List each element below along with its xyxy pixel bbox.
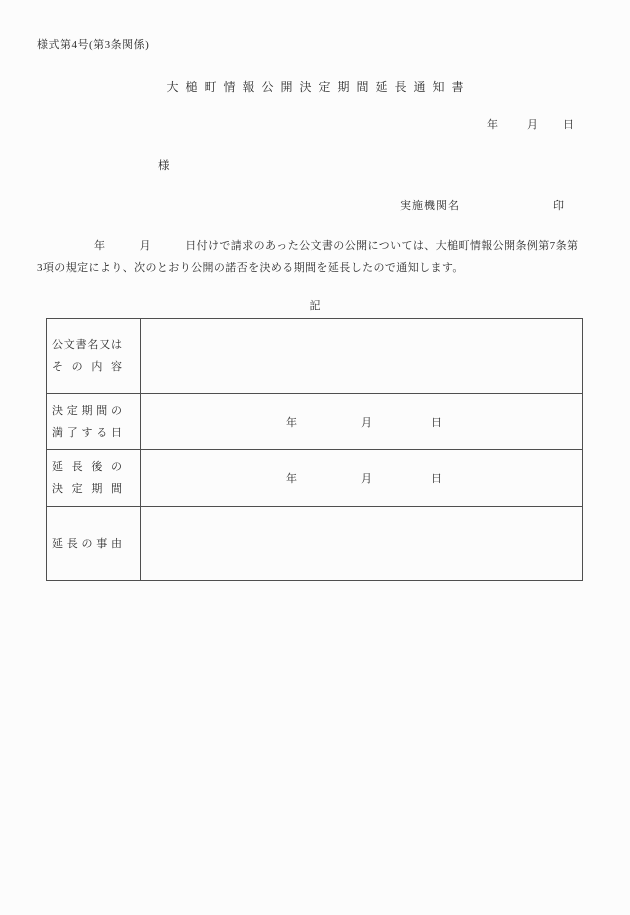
- table-row-expiry-date: [47, 393, 582, 449]
- extended-year-label: 年: [286, 473, 297, 485]
- details-table: [46, 318, 583, 581]
- issue-date-year-label: 年: [487, 119, 498, 131]
- extended-day-label: 日: [431, 473, 442, 485]
- expiry-day-label: 日: [431, 416, 442, 429]
- row-value-expiry-date: [141, 394, 582, 449]
- row-label-line: 公文書名又は: [52, 339, 122, 351]
- document-title: 大槌町情報公開決定期間延長通知書: [166, 80, 471, 94]
- table-row-document-name: [47, 319, 582, 393]
- row-label-expiry-date: [47, 394, 141, 449]
- table-row-extension-reason: [47, 506, 582, 580]
- row-label-line: 延長後の: [52, 461, 122, 473]
- row-value-document-name: [141, 319, 582, 393]
- issuing-agency-label: 実施機関名: [400, 200, 460, 212]
- row-label-extended-period: [47, 450, 141, 506]
- row-label-extension-reason: [47, 507, 141, 580]
- row-label-line: その内容: [52, 361, 122, 373]
- form-number: 様式第4号(第3条関係): [37, 39, 150, 51]
- row-label-line: 決定期間: [52, 483, 122, 495]
- body-paragraph-line1: 年 月 日付けで請求のあった公文書の公開については、大槌町情報公開条例第7条第: [37, 240, 579, 252]
- record-marker: 記: [309, 300, 321, 312]
- issue-date-line: [0, 116, 630, 130]
- extended-month-label: 月: [361, 473, 372, 485]
- agency-line: [0, 197, 630, 211]
- seal-placeholder: 印: [553, 200, 564, 212]
- row-label-document-name: [47, 319, 141, 393]
- expiry-year-label: 年: [286, 416, 297, 429]
- row-label-line: 決定期間の: [52, 404, 122, 417]
- row-value-extension-reason: [141, 507, 582, 580]
- issue-date-day-label: 日: [563, 119, 574, 131]
- row-label-line: 満了する日: [52, 426, 122, 439]
- row-value-extended-period: [141, 450, 582, 506]
- expiry-month-label: 月: [361, 416, 372, 429]
- table-row-extended-period: [47, 449, 582, 506]
- issue-date-month-label: 月: [527, 119, 538, 131]
- addressee-honorific: 様: [158, 160, 170, 172]
- body-paragraph-line2: 3項の規定により、次のとおり公開の諾否を決める期間を延長したので通知します。: [37, 262, 464, 274]
- row-label-line: 延長の事由: [52, 537, 122, 550]
